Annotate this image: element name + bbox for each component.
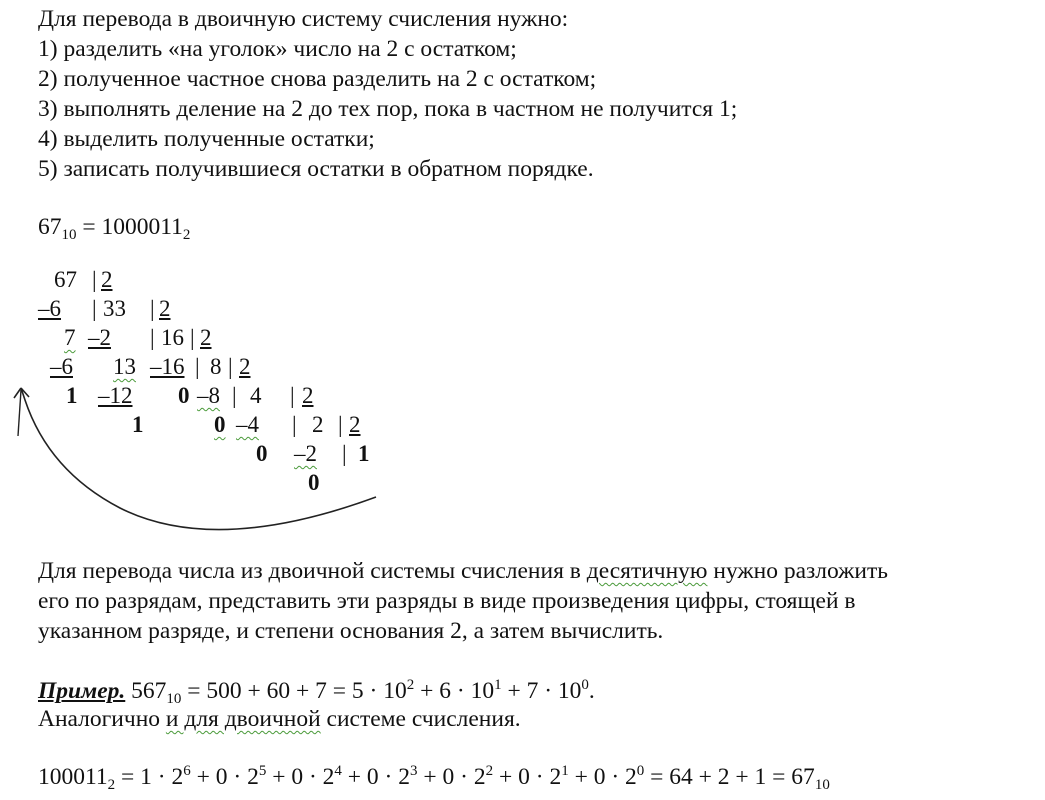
conversion-result — [38, 212, 190, 242]
example-line: Пример. $567_{10} = 500 + 60 + 7 = 5 \cdot 10^2 + 6 \cdot 10^1 + 7 \cdot 10^0$. — [38, 677, 595, 707]
div-2: 2 — [312, 412, 324, 437]
div-minus8: –8 — [197, 383, 220, 408]
step-4: 4) выделить полученные остатки; — [38, 126, 375, 152]
div-divisor: 2 — [349, 412, 361, 437]
div-bar: | — [292, 412, 297, 437]
div-divisor: 2 — [159, 296, 171, 321]
div-remainder: 1 — [66, 383, 78, 408]
div-bar: | — [190, 325, 195, 350]
div-divisor: 2 — [302, 383, 314, 408]
div-bar: | — [150, 325, 155, 350]
result-equals: = — [76, 214, 102, 240]
div-bar: | — [195, 354, 200, 379]
analog-line: Аналогично и для двоичной системе счисления. — [38, 706, 521, 732]
reverse-line-3: указанном разряде, и степени основания 2, а затем вычислить. — [38, 618, 664, 644]
div-7: 7 — [64, 325, 76, 350]
div-bar: | — [150, 296, 155, 321]
analog-wavy: и для двоичной — [165, 706, 321, 732]
reverse-line-2: его по разрядам, представить эти разряды в виде произведения цифры, стоящей в — [38, 588, 856, 614]
div-minus2: –2 — [294, 441, 317, 466]
word-decimal: десятичную — [586, 558, 708, 584]
div-bar: | — [228, 354, 233, 379]
div-final-quotient: 1 — [358, 441, 370, 466]
div-4: 4 — [250, 383, 262, 408]
reverse-line-1: Для перевода числа из двоичной системы счисления в десятичную нужно разложить — [38, 558, 888, 584]
result-decimal: 67 — [38, 214, 62, 240]
div-remainder: 0 — [214, 412, 226, 437]
div-bar: | — [92, 296, 97, 321]
arrow-tail-line — [18, 390, 21, 436]
div-minus16: –16 — [150, 354, 185, 379]
div-bar: | — [92, 267, 97, 292]
div-remainder: 0 — [178, 383, 190, 408]
step-3: 3) выполнять деление на 2 до тех пор, пока в частном не получится 1; — [38, 96, 738, 122]
example-label: Пример. — [38, 678, 126, 704]
div-minus4: –4 — [236, 412, 259, 437]
div-divisor: 2 — [239, 354, 251, 379]
step-2: 2) полученное частное снова разделить на 2 с остатком; — [38, 66, 597, 92]
div-bar: | — [338, 412, 343, 437]
intro-title: Для перевода в двоичную систему счисления нужно: — [38, 6, 569, 32]
div-remainder: 0 — [256, 441, 268, 466]
result-binary-base: 2 — [182, 227, 191, 243]
div-8: 8 — [210, 354, 222, 379]
div-67: 67 — [54, 267, 77, 292]
div-minus12: –12 — [98, 383, 133, 408]
arrow-head — [14, 388, 29, 398]
result-decimal-base: 10 — [61, 227, 77, 243]
div-divisor: 2 — [200, 325, 212, 350]
div-minus6: –6 — [38, 296, 61, 321]
div-remainder: 1 — [132, 412, 144, 437]
div-minus6: –6 — [50, 354, 73, 379]
div-13: 13 — [113, 354, 136, 379]
div-minus2: –2 — [88, 325, 111, 350]
div-bar: | — [342, 441, 347, 466]
div-16: 16 — [161, 325, 184, 350]
step-5: 5) записать получившиеся остатки в обратном порядке. — [38, 156, 594, 182]
div-33: 33 — [103, 296, 126, 321]
div-remainder: 0 — [308, 470, 320, 495]
div-bar: | — [290, 383, 295, 408]
div-bar: | — [232, 383, 237, 408]
step-1: 1) разделить «на уголок» число на 2 с остатком; — [38, 36, 517, 62]
result-binary: 1000011 — [101, 214, 183, 240]
div-divisor: 2 — [101, 267, 113, 292]
binary-expansion: $100011_2 = 1 \cdot 2^6 + 0 \cdot 2^5 + 0 \cdot 2^4 + 0 \cdot 2^3 + 0 \cdot 2^2 + 0 \cdot 2^1 + 0 \cdot 2^0 = 64 + 2 + 1 = 67_{10}$ — [38, 763, 830, 793]
